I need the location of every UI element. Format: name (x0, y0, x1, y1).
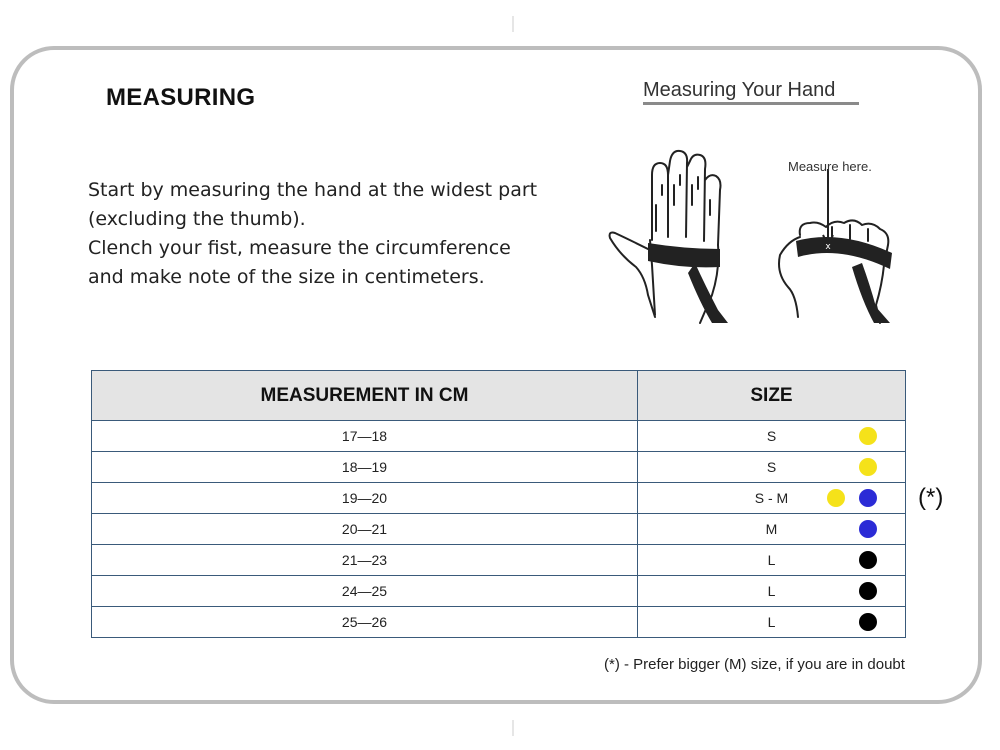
size-color-dots (859, 613, 877, 631)
blue-dot-icon (859, 520, 877, 538)
measuring-tape-fist (796, 237, 892, 269)
yellow-dot-icon (859, 458, 877, 476)
size-cell (638, 545, 906, 576)
size-color-dots (859, 551, 877, 569)
table-body (92, 421, 906, 638)
measurement-cell: 17—18 (92, 421, 638, 452)
measurement-cell: 18—19 (92, 452, 638, 483)
table-row (92, 483, 906, 514)
size-cell (638, 483, 906, 514)
yellow-dot-icon (827, 489, 845, 507)
column-header-size: SIZE (638, 371, 906, 421)
size-chart-table (91, 370, 906, 638)
figure-heading: Measuring Your Hand (643, 79, 836, 101)
size-label: S (766, 428, 777, 444)
size-label: M (765, 521, 778, 537)
size-cell (638, 452, 906, 483)
top-divider-mark (512, 16, 514, 32)
svg-text:x: x (825, 242, 831, 252)
measure-here-callout: Measure here. (788, 159, 872, 174)
blue-dot-icon (859, 489, 877, 507)
size-color-dots (859, 427, 877, 445)
measurement-cell: 20—21 (92, 514, 638, 545)
size-cell (638, 421, 906, 452)
footnote: (*) - Prefer bigger (M) size, if you are in doubt (604, 656, 905, 673)
instruction-line: Start by measuring the hand at the widest part (88, 179, 538, 201)
instruction-line: Clench your fist, measure the circumference (88, 237, 511, 259)
measuring-tape-open-hand (648, 243, 720, 267)
size-cell (638, 576, 906, 607)
instruction-line: (excluding the thumb). (88, 208, 306, 230)
figure-heading-underline (643, 102, 859, 105)
measurement-cell: 24—25 (92, 576, 638, 607)
bottom-divider-mark (512, 720, 514, 736)
size-cell (638, 607, 906, 638)
size-color-dots (859, 582, 877, 600)
size-label: S - M (754, 490, 789, 506)
page-title: MEASURING (106, 84, 256, 111)
size-label: L (767, 583, 776, 599)
column-header-measurement: MEASUREMENT IN CM (92, 371, 638, 421)
table-row (92, 607, 906, 638)
table-row (92, 514, 906, 545)
instruction-line: and make note of the size in centimeters. (88, 266, 485, 288)
table-header-row (92, 371, 906, 421)
size-label: L (767, 614, 776, 630)
table-row (92, 421, 906, 452)
table-row (92, 576, 906, 607)
size-color-dots (827, 489, 877, 507)
black-dot-icon (859, 551, 877, 569)
measurement-cell: 21—23 (92, 545, 638, 576)
black-dot-icon (859, 613, 877, 631)
asterisk-marker: (*) (918, 484, 944, 511)
size-color-dots (859, 458, 877, 476)
size-color-dots (859, 520, 877, 538)
measurement-cell: 25—26 (92, 607, 638, 638)
yellow-dot-icon (859, 427, 877, 445)
table-row (92, 545, 906, 576)
size-cell (638, 514, 906, 545)
instructions (88, 176, 588, 292)
size-label: S (766, 459, 777, 475)
table-row (92, 452, 906, 483)
measurement-cell: 19—20 (92, 483, 638, 514)
black-dot-icon (859, 582, 877, 600)
size-label: L (767, 552, 776, 568)
